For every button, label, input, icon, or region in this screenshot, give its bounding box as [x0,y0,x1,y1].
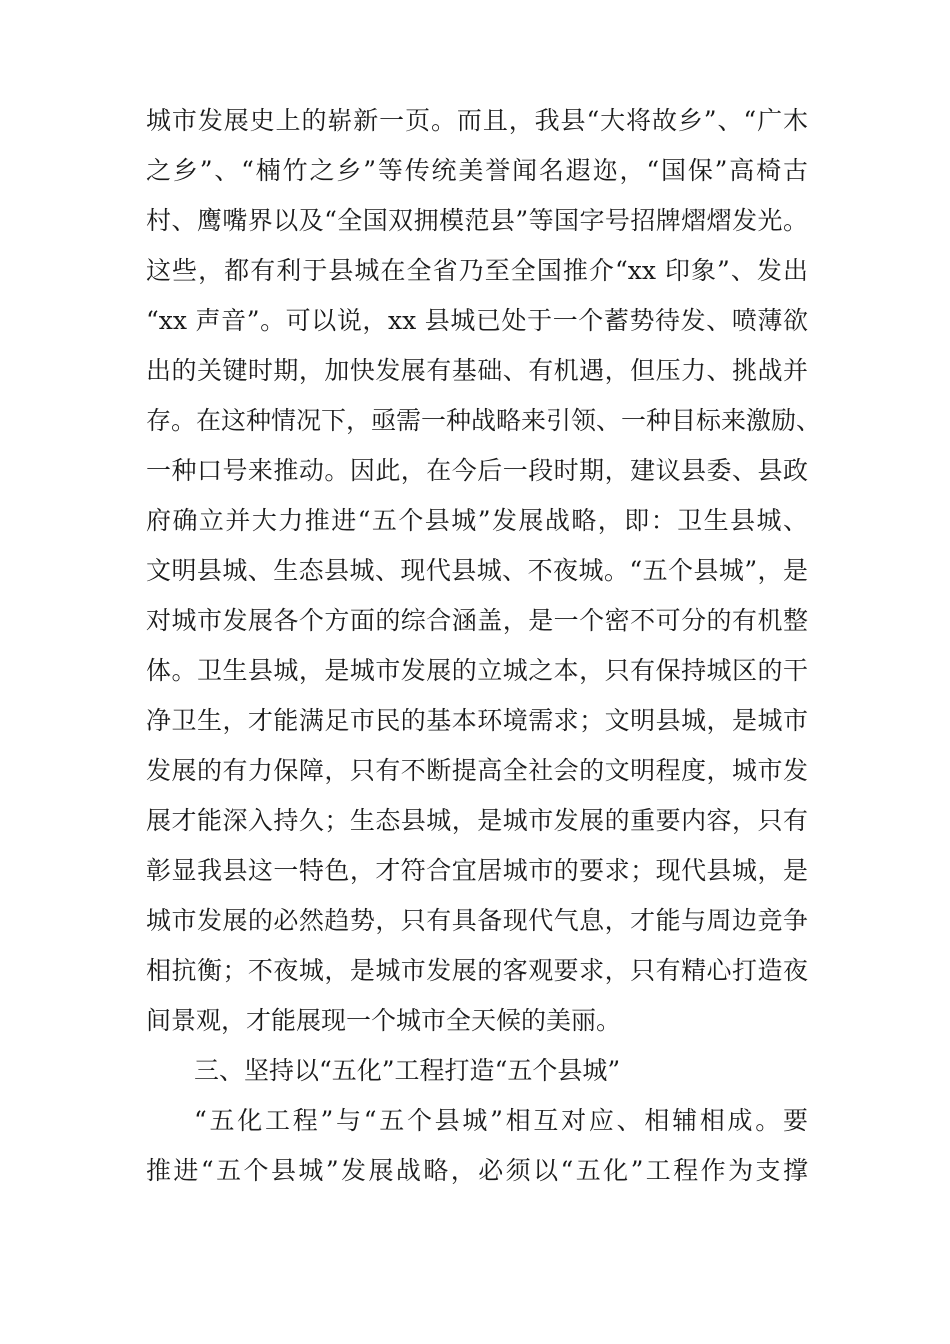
text-line: 存。在这种情况下，亟需一种战略来引领、一种目标来激励、 [146,406,822,435]
text-line: 之乡”、“楠竹之乡”等传统美誉闻名遐迩，“国保”高椅古 [146,156,808,185]
text-line: “xx 声音”。可以说，xx 县城已处于一个蓄势待发、喷薄欲 [146,306,808,335]
text-line: 间景观，才能展现一个城市全天候的美丽。 [146,1006,622,1035]
document-body [146,96,822,1196]
text-line: 府确立并大力推进“五个县城”发展战略，即：卫生县城、 [146,506,808,535]
text-line: 文明县城、生态县城、现代县城、不夜城。“五个县城”，是 [146,556,808,585]
text-line: 彰显我县这一特色，才符合宜居城市的要求；现代县城，是 [146,856,808,885]
paragraph [146,96,822,1046]
text-line: 对城市发展各个方面的综合涵盖，是一个密不可分的有机整 [146,606,808,635]
text-line: 发展的有力保障，只有不断提高全社会的文明程度，城市发 [146,756,808,785]
paragraph [146,1096,816,1196]
text-line: “五化工程”与“五个县城”相互对应、相辅相成。要 [194,1106,808,1135]
text-line: 一种口号来推动。因此，在今后一段时期，建议县委、县政 [146,456,808,485]
text-line: 城市发展史上的崭新一页。而且，我县“大将故乡”、“广木 [146,106,808,135]
text-line: 推进“五个县城”发展战略，必须以“五化”工程作为支撑 [146,1156,808,1185]
text-line: 体。卫生县城，是城市发展的立城之本，只有保持城区的干 [146,656,808,685]
text-line: 村、鹰嘴界以及“全国双拥模范县”等国字号招牌熠熠发光。 [146,206,808,235]
text-line: 这些，都有利于县城在全省乃至全国推介“xx 印象”、发出 [146,256,808,285]
text-line: 相抗衡；不夜城，是城市发展的客观要求，只有精心打造夜 [146,956,808,985]
text-line: 城市发展的必然趋势，只有具备现代气息，才能与周边竞争 [146,906,808,935]
text-line: 出的关键时期，加快发展有基础、有机遇，但压力、挑战并 [146,356,808,385]
text-line: 净卫生，才能满足市民的基本环境需求；文明县城，是城市 [146,706,808,735]
section-heading: 三、坚持以“五化”工程打造“五个县城” [194,1056,621,1085]
text-line: 展才能深入持久；生态县城，是城市发展的重要内容，只有 [146,806,808,835]
